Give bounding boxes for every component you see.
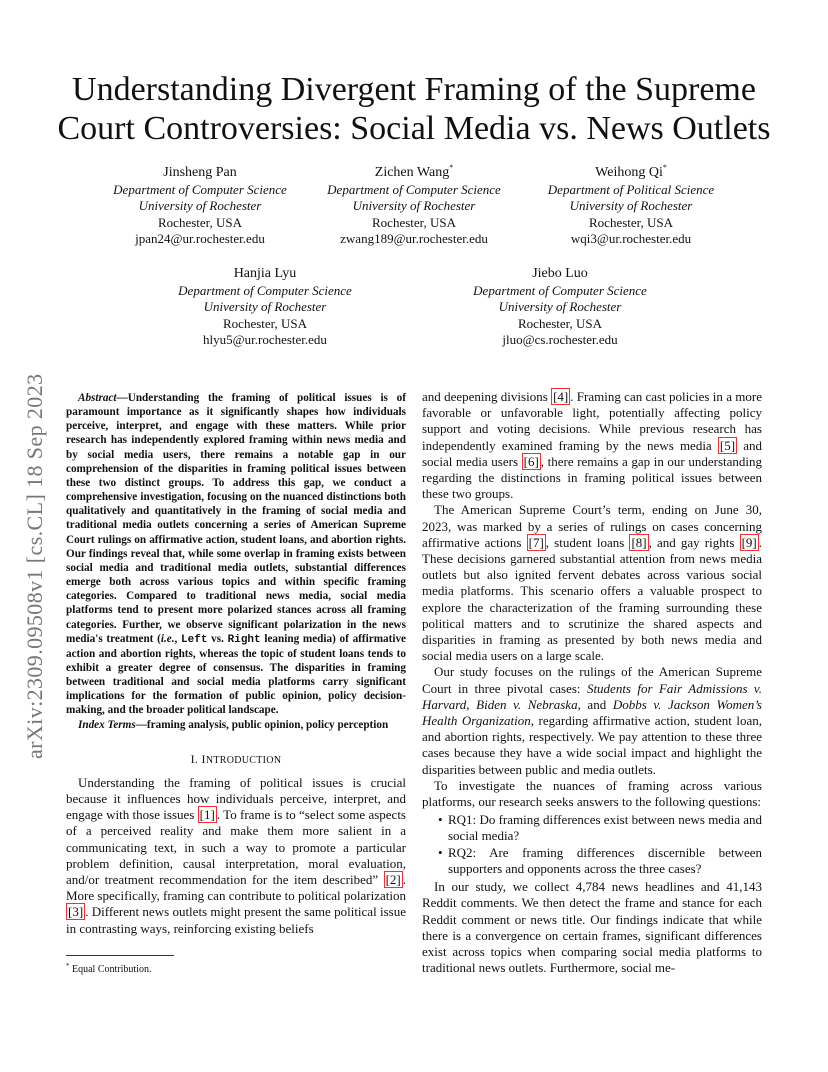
list-item xyxy=(422,812,762,844)
author-location: Rochester, USA xyxy=(518,315,602,331)
author-university: University of Rochester xyxy=(569,198,693,214)
citation-link[interactable]: [6] xyxy=(523,453,539,469)
case-name: Dobbs v. Jackson Women’s Health Organization xyxy=(422,696,762,729)
section-title-first: I xyxy=(201,751,206,766)
author-block xyxy=(85,165,315,248)
citation-link[interactable]: [9] xyxy=(741,534,757,550)
text: , and gay rights xyxy=(648,534,740,550)
abstract-right: Right xyxy=(227,633,261,646)
author-email: wqi3@ur.rochester.edu xyxy=(570,231,692,247)
index-terms-label: Index Terms xyxy=(78,718,136,731)
title-line-1: Understanding Divergent Framing of the Supreme xyxy=(72,71,756,108)
author-block xyxy=(445,266,675,349)
citation-link[interactable]: [5] xyxy=(719,437,736,453)
author-department: Department of Computer Science xyxy=(113,181,287,197)
footnote-text: Equal Contribution. xyxy=(69,964,152,975)
citation-link[interactable]: [4] xyxy=(553,389,569,404)
intro-paragraph-5: In our study, we collect 4,784 news headlines and 41,143 Reddit comments. We then detect the frame and stance for each Reddit comment or news title. Our findings indicate that while there is a convergence on certain frames, significant differences exist across topics when comparing social media platforms to traditional news outlets. Furthermore, social me- xyxy=(422,879,762,976)
intro-paragraph-3 xyxy=(422,664,762,777)
author-location: Rochester, USA xyxy=(589,214,673,230)
author-department: Department of Political Science xyxy=(547,181,715,197)
abstract-ie: i.e. xyxy=(160,632,175,645)
index-terms xyxy=(66,718,406,732)
author-department: Department of Computer Science xyxy=(327,181,501,197)
author-email: zwang189@ur.rochester.edu xyxy=(340,231,488,247)
author-university: University of Rochester xyxy=(352,198,476,214)
author-mark: * xyxy=(449,163,454,172)
case-name: Biden v. Nebraska xyxy=(476,696,578,712)
abstract-text-end: leaning media) of affirmative action and abortion rights, whereas the topic of student loans tends to exhibit a greater degree of consensus. The disparities in framing between traditional and social media platforms carry significant implications for the formation of public opinion, policy decision-making, and the broader political landscape. xyxy=(66,632,407,717)
author-location: Rochester, USA xyxy=(158,214,242,230)
author-name: Zichen Wang xyxy=(374,165,450,180)
author-location: Rochester, USA xyxy=(372,214,456,230)
text: and social media users xyxy=(422,437,762,469)
research-questions xyxy=(422,812,762,877)
text: . To frame is to “select some aspects of a perceived reality and make them more salient in a communicating text, in such a way to promote a particular problem definition, causal interpretation, moral evaluation, and/or treatment recommendation for the item described” xyxy=(66,807,406,887)
abstract-text: —Understanding the framing of political issues is of paramount importance as it significantly shapes how individuals perceive, interpret, and engage with these matters. While prior research has independently explored framing within news media and by social media users, there remains a notable gap in our comprehension of the disparities in framing political issues between these two distinct groups. To address this gap, we conduct a comprehensive investigation, focusing on the nuanced distinctions both qualitatively and quantitatively in the framing of social media and traditional media outlets concerning a series of American Supreme Court rulings on affirmative action, student loans, and abortion rights. Our findings reveal that, while some overlap in framing exists between social media and traditional media outlets, substantial differences emerge both across various topics and within specific framing categories. Compared to traditional news media, social media platforms tend to present more polarized stances across all framing categories. Further, we observe significant polarization in the news media's treatment ( xyxy=(66,392,406,645)
paper-title xyxy=(40,70,788,148)
text: , student loans xyxy=(545,534,630,550)
text: , xyxy=(466,696,477,712)
footnote xyxy=(66,959,151,977)
rq-text: RQ2: Are framing differences discernible between supporters and opponents across the three cases? xyxy=(448,844,762,876)
left-column xyxy=(66,391,406,937)
section-heading xyxy=(66,752,406,767)
text: . Different news outlets might present the same political issue in contrasting ways, reinforcing existing beliefs xyxy=(66,904,406,936)
title-line-2: Court Controversies: Social Media vs. News Outlets xyxy=(57,110,771,147)
author-department: Department of Computer Science xyxy=(178,282,352,298)
index-terms-text: —framing analysis, public opinion, policy perception xyxy=(135,718,389,731)
author-university: University of Rochester xyxy=(498,299,622,315)
author-email: jluo@cs.rochester.edu xyxy=(502,332,618,348)
author-location: Rochester, USA xyxy=(223,315,307,331)
citation-link[interactable]: [1] xyxy=(199,807,215,823)
author-email: hlyu5@ur.rochester.edu xyxy=(203,332,327,348)
right-column xyxy=(422,389,762,976)
section-title-rest: NTRODUCTION xyxy=(205,754,282,766)
text: . Framing can cast policies in a more favorable or unfavorable light, potentially affecting policy support and voting decisions. While previous research has independently examined framing by the news media xyxy=(422,389,762,453)
text: , regarding affirmative action, student loan, and abortion rights, respectively. We pay attention to these three cases because they have a wide social impact and highlight the disparities between public and media outlets. xyxy=(422,713,762,777)
author-university: University of Rochester xyxy=(138,198,262,214)
text: Our study focuses on the rulings of the American Supreme Court in three pivotal cases: xyxy=(422,664,762,696)
abstract-comma: , xyxy=(174,632,182,645)
intro-paragraph-1-continued xyxy=(422,389,762,502)
text: and deepening divisions xyxy=(422,389,552,404)
intro-paragraph-4: To investigate the nuances of framing across various platforms, our research seeks answers to the following questions: xyxy=(422,777,762,810)
abstract-label: Abstract xyxy=(78,392,117,404)
text: . More specifically, framing can contribute to political polarization xyxy=(66,871,406,904)
author-name: Jinsheng Pan xyxy=(163,165,237,180)
citation-link[interactable]: [2] xyxy=(385,871,401,887)
author-department: Department of Computer Science xyxy=(473,282,647,298)
intro-paragraph-1 xyxy=(66,775,406,937)
list-item xyxy=(422,845,762,877)
intro-paragraph-2 xyxy=(422,502,762,664)
author-name: Jiebo Luo xyxy=(532,266,588,281)
case-name: Students for Fair Admissions v. Harvard xyxy=(422,680,762,712)
footnote-mark: * xyxy=(66,962,70,970)
author-block xyxy=(299,165,529,248)
text: Understanding the framing of political issues is crucial because it influences how individuals perceive, interpret, and engage with those issues xyxy=(66,774,406,823)
abstract xyxy=(66,391,406,718)
section-number: I. xyxy=(190,751,202,766)
footnote-rule xyxy=(66,955,174,956)
bullet-icon: • xyxy=(438,844,443,860)
bullet-icon: • xyxy=(438,812,443,828)
arxiv-identifier: arXiv:2309.09508v1 [cs.CL] 18 Sep 2023 xyxy=(22,373,47,759)
abstract-vs: vs. xyxy=(207,632,228,645)
citation-link[interactable]: [7] xyxy=(528,534,544,550)
text: . These decisions garnered substantial attention from news media outlets but also ignited fervent debates across various social media platforms. This scenario offers a valuable prospect to explore the characterization of the framing surrounding these political matters and to scrutinize the shared aspects and disparities in framing as presented by both news media and social media users on a large scale. xyxy=(422,534,762,664)
citation-link[interactable]: [3] xyxy=(68,904,84,920)
author-block xyxy=(150,266,380,349)
author-name: Weihong Qi xyxy=(595,165,663,180)
author-university: University of Rochester xyxy=(203,299,327,315)
author-email: jpan24@ur.rochester.edu xyxy=(135,231,265,247)
author-block xyxy=(516,165,746,248)
text: , there remains a gap in our understanding regarding the distinctions in framing political issues between these two groups. xyxy=(422,453,762,502)
citation-link[interactable]: [8] xyxy=(631,534,647,550)
abstract-left: Left xyxy=(181,633,208,646)
author-mark: * xyxy=(662,163,667,172)
text: The American Supreme Court’s term, ending on June 30, 2023, was marked by a series of rulings on cases concerning affirmative actions xyxy=(422,502,762,550)
text: , and xyxy=(577,696,613,712)
author-name: Hanjia Lyu xyxy=(233,266,297,281)
rq-text: RQ1: Do framing differences exist between news media and social media? xyxy=(448,812,762,844)
